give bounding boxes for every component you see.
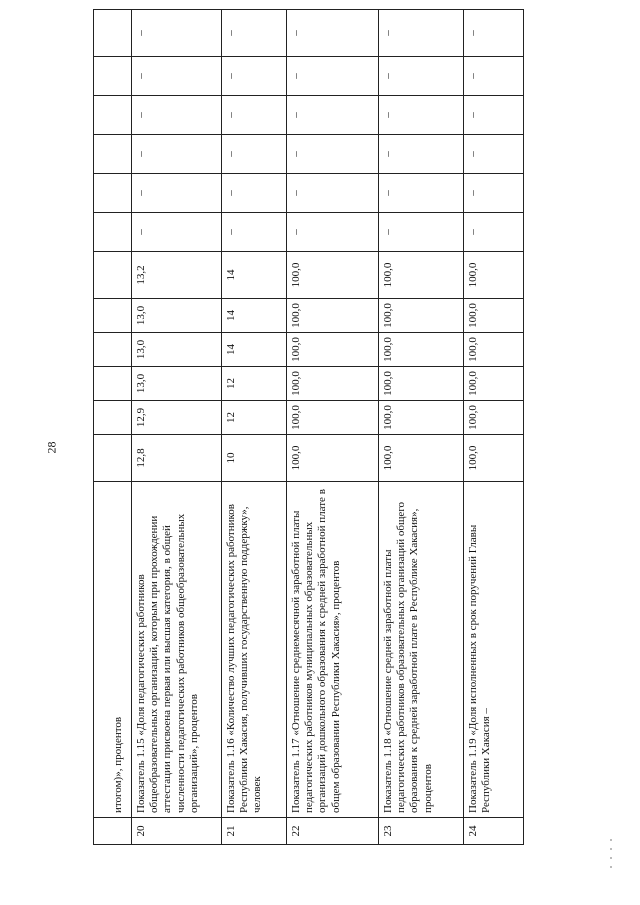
value-cell: 100,0 [287,401,379,435]
value-cell: 100,0 [287,252,379,299]
value-cell [94,10,132,57]
indicator-name-cell: Показатель 1.17 «Отношение среднемесячной заработной платы педагогических работников муниципальных образовательных организаций дошкольного образования к средней заработной плате в общем образовании Республики Хакасия», процентов [287,482,379,818]
indicators-table [93,9,524,845]
table-row [287,10,379,845]
table-row [132,10,222,845]
value-cell: 100,0 [464,299,524,333]
value-cell [94,333,132,367]
value-cell [94,57,132,96]
value-cell: – [287,10,379,57]
value-cell: 10 [222,435,287,482]
value-cell: – [222,135,287,174]
table-body [94,10,524,845]
indicator-name-cell: Показатель 1.19 «Доля исполненных в срок поручений Главы Республики Хакасия – [464,482,524,818]
value-cell: – [464,135,524,174]
value-cell: 14 [222,333,287,367]
value-cell: 100,0 [287,299,379,333]
value-cell [94,401,132,435]
value-cell [94,252,132,299]
value-cell: – [132,96,222,135]
indicator-name-cell: Показатель 1.18 «Отношение средней заработной платы педагогических работников образовательных организаций общего образования к средней заработной плате в Республике Хакасия», процентов [379,482,464,818]
value-cell: 13,0 [132,333,222,367]
value-cell: 100,0 [287,435,379,482]
value-cell: – [287,135,379,174]
value-cell: – [222,213,287,252]
value-cell: 100,0 [379,401,464,435]
table-row [464,10,524,845]
value-cell: 12 [222,401,287,435]
value-cell: – [464,213,524,252]
value-cell: – [287,57,379,96]
value-cell: – [222,57,287,96]
value-cell: – [379,57,464,96]
value-cell: – [287,174,379,213]
indicator-name-cell: Показатель 1.15 «Доля педагогических работников общеобразовательных организаций, которым при прохождении аттестации присвоена первая или высшая категория, в общей численности педагогических работников общеобразовательных организаций», процентов [132,482,222,818]
value-cell: – [222,10,287,57]
value-cell: 100,0 [287,367,379,401]
value-cell: 100,0 [464,333,524,367]
value-cell: 100,0 [464,252,524,299]
value-cell: – [222,174,287,213]
value-cell: – [132,57,222,96]
value-cell: 13,0 [132,299,222,333]
table-row [379,10,464,845]
table-row [94,10,132,845]
value-cell: 100,0 [464,435,524,482]
row-number-cell [94,818,132,845]
value-cell: 100,0 [379,435,464,482]
value-cell: – [222,96,287,135]
row-number-cell: 22 [287,818,379,845]
value-cell: – [132,174,222,213]
page-number: 28 [44,441,59,454]
scan-marks [608,832,614,882]
value-cell: – [464,174,524,213]
value-cell: – [379,96,464,135]
table-row [222,10,287,845]
value-cell: 100,0 [379,299,464,333]
row-number-cell: 20 [132,818,222,845]
value-cell [94,435,132,482]
value-cell [94,174,132,213]
value-cell: 100,0 [287,333,379,367]
value-cell: – [379,213,464,252]
value-cell: – [379,10,464,57]
value-cell: – [287,213,379,252]
value-cell: – [132,135,222,174]
value-cell: – [464,57,524,96]
value-cell [94,213,132,252]
value-cell: 100,0 [379,333,464,367]
value-cell: 14 [222,252,287,299]
value-cell: – [132,213,222,252]
value-cell: – [379,135,464,174]
value-cell: 100,0 [464,401,524,435]
row-number-cell: 24 [464,818,524,845]
value-cell [94,299,132,333]
table-rotated-wrapper [93,30,523,845]
indicator-name-cell: Показатель 1.16 «Количество лучших педагогических работников Республики Хакасия, получивших государственную поддержку», человек [222,482,287,818]
value-cell: 12,8 [132,435,222,482]
row-number-cell: 23 [379,818,464,845]
value-cell: – [464,10,524,57]
value-cell: 14 [222,299,287,333]
value-cell: 100,0 [379,367,464,401]
value-cell: – [464,96,524,135]
value-cell: – [132,10,222,57]
row-number-cell: 21 [222,818,287,845]
value-cell: 100,0 [464,367,524,401]
value-cell: 13,2 [132,252,222,299]
value-cell [94,367,132,401]
value-cell [94,96,132,135]
value-cell: 12 [222,367,287,401]
value-cell: – [287,96,379,135]
value-cell: 100,0 [379,252,464,299]
value-cell: 13,0 [132,367,222,401]
indicator-name-cell: итогом)», процентов [94,482,132,818]
value-cell [94,135,132,174]
value-cell: – [379,174,464,213]
value-cell: 12,9 [132,401,222,435]
